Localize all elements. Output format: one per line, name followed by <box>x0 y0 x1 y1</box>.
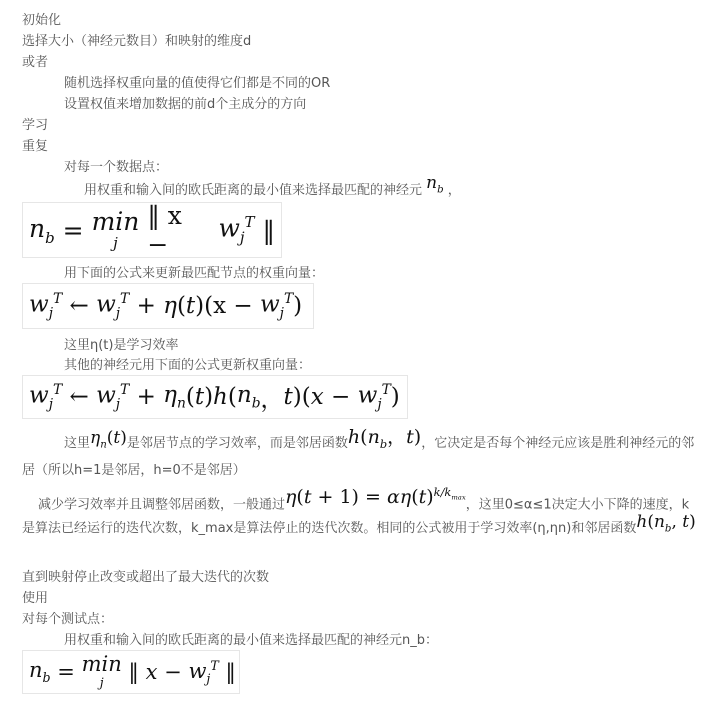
select-test-line: 用权重和输入间的欧氏距离的最小值来选择最匹配的神经元n_b： <box>64 633 438 648</box>
each-point-line: 对每一个数据点： <box>64 160 169 175</box>
each-test-line: 对每个测试点： <box>22 612 114 627</box>
learn-heading: 学习 <box>22 118 49 133</box>
update-bmu-line: 用下面的公式来更新最匹配节点的权重向量： <box>64 266 325 281</box>
init-heading: 初始化 <box>22 13 62 28</box>
decay-paragraph <box>22 486 702 546</box>
decay-prefix-text: 减少学习效率并且调整邻居函数，一般通过 <box>38 497 286 513</box>
formula-bmu-update: $w_j^T$ ← $w_j^T$ + η ( t )(x − $w_j^T$ ) <box>22 283 314 329</box>
formula-bmu-min: $n_b$ = min j ‖ x − $w_j^T$ ‖ <box>22 202 282 258</box>
use-heading: 使用 <box>22 591 49 606</box>
formula-test-min: $n_b$ = min j ‖ x − $w_j^T$ ‖ <box>22 650 240 694</box>
eta-n-paragraph <box>22 426 702 482</box>
eta-desc-line: 这里η(t)是学习效率 <box>64 338 179 353</box>
select-bmu-suffix: ， <box>447 183 461 198</box>
select-bmu-text: 用权重和输入间的欧氏距离的最小值来选择最匹配的神经元 <box>84 183 423 198</box>
random-weights-line: 随机选择权重向量的值使得它们都是不同的OR <box>64 76 331 91</box>
eta-n-desc-text: 是邻居节点的学习效率，而是邻居函数 <box>126 436 348 451</box>
here-label: 这里 <box>64 436 91 451</box>
h-nb-t-inline-math: $h(n_b$, t) <box>636 512 696 535</box>
neighbor-desc-text: ，它决定是否每个神经元应该是胜利神经元的邻居（所以h=1是邻居，h=0不是邻居） <box>22 436 695 479</box>
eta-n-inline-math: $\eta_n(t)$ <box>90 428 127 451</box>
formula-neighbor-update: $w_j^T$ ← $w_j^T$ + $\eta_n$ ( t ) h ( $n_b$ ， t )( x − $w_j^T$ ) <box>22 375 408 419</box>
decay-suffix-text: ，这里0≤α≤1决定大小下降的速度，k是算法已经运行的迭代次数，k_max是算法停止的迭代次数。相同的公式被用于学习效率(η,ηn)和邻居函数 <box>22 497 690 537</box>
until-line: 直到映射停止改变或超出了最大迭代的次数 <box>22 570 270 585</box>
h-inline-math: $h(n_b$，t) <box>347 426 422 451</box>
decay-inline-math: $\eta(t + 1) = \alpha\eta(t)^{k/k_{max}}$ <box>285 485 466 509</box>
update-others-line: 其他的神经元用下面的公式更新权重向量： <box>64 358 312 373</box>
nb-inline-math: $n_b$ <box>426 173 444 196</box>
choose-size-line: 选择大小（神经元数目）和映射的维度d <box>22 34 252 49</box>
pca-weights-line: 设置权值来增加数据的前d个主成分的方向 <box>64 97 307 112</box>
repeat-line: 重复 <box>22 139 49 154</box>
or-line: 或者 <box>22 55 49 70</box>
